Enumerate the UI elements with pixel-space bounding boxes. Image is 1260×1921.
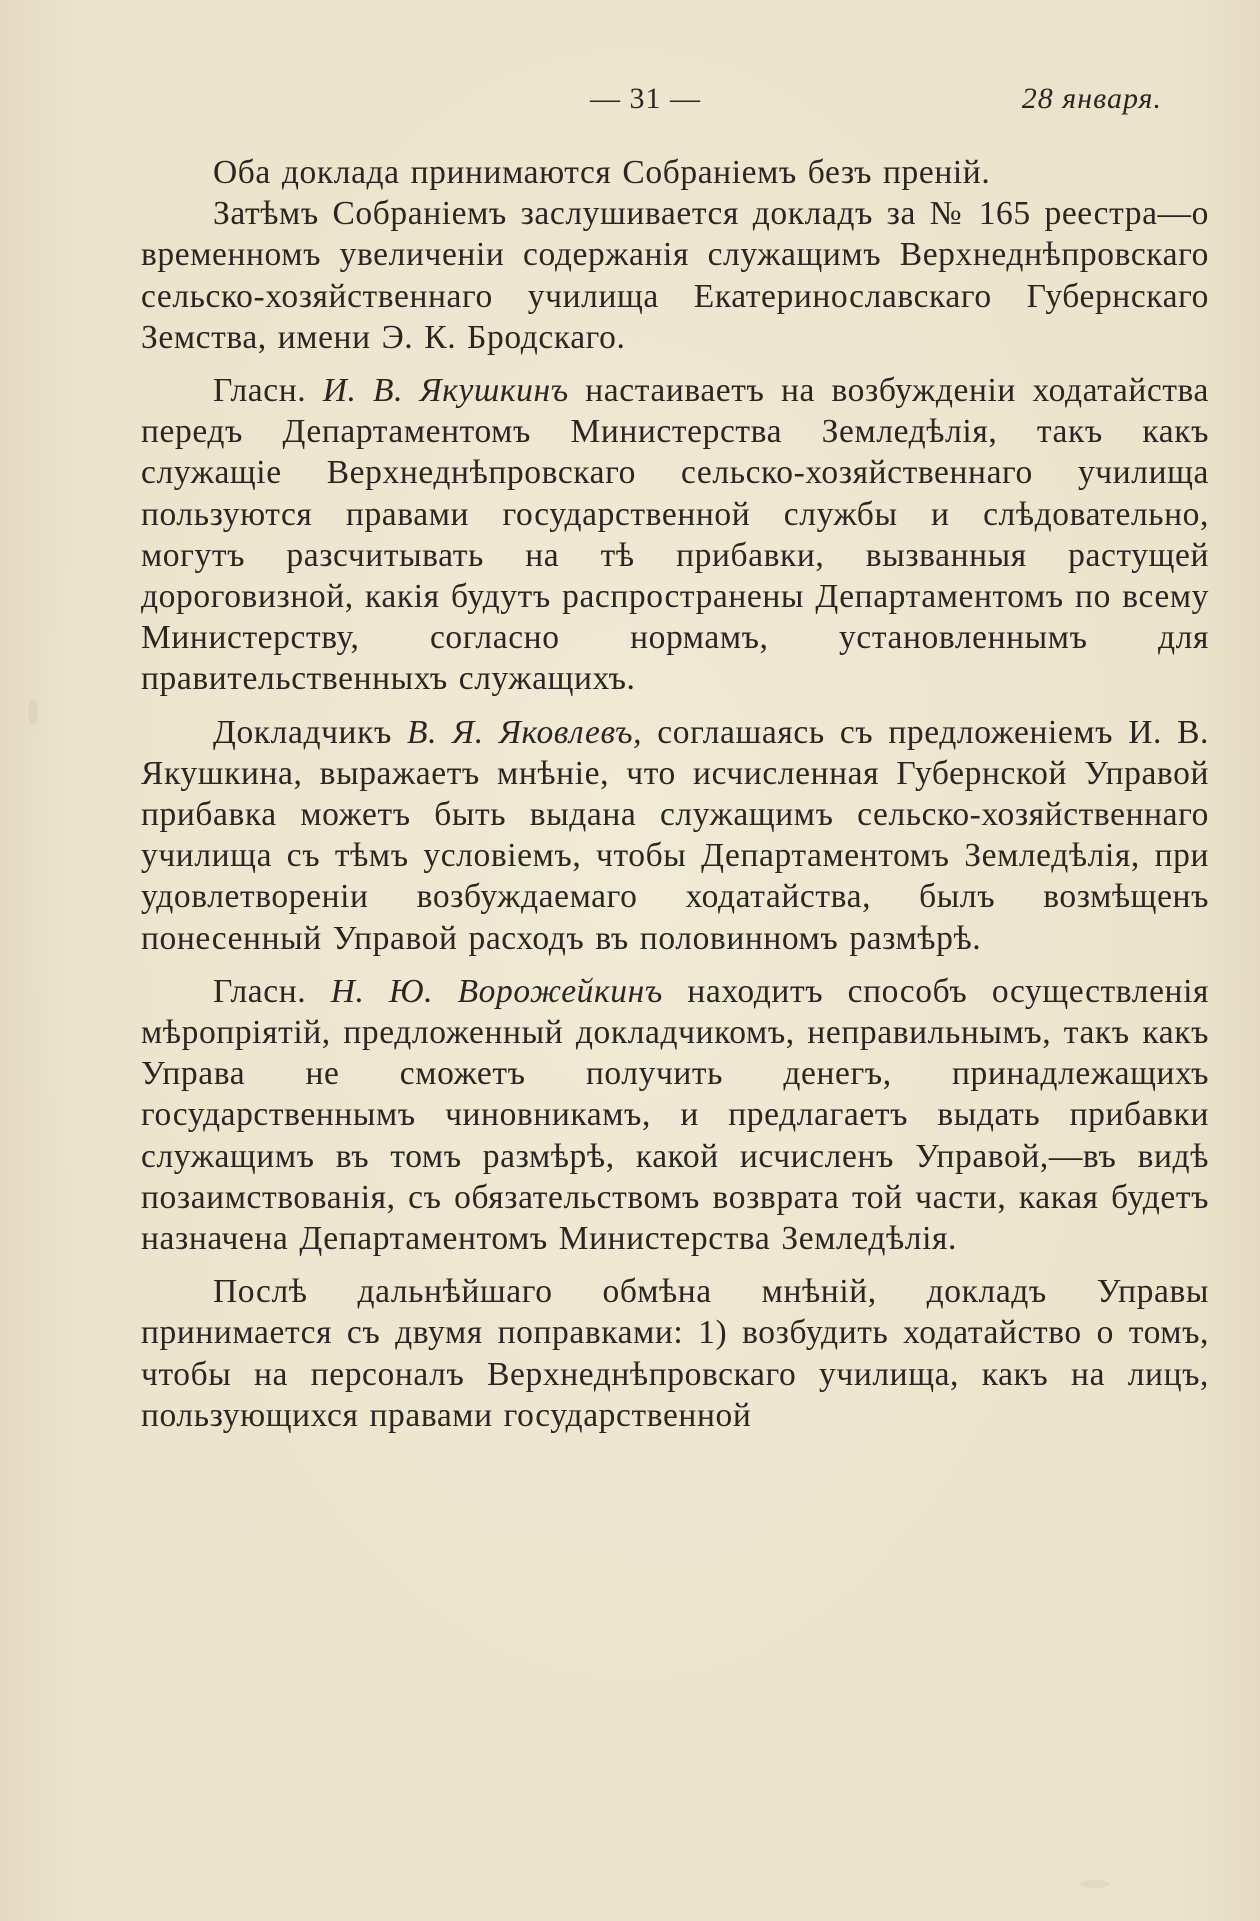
paragraph (141, 193, 1209, 358)
speaker-name: Н. Ю. Ворожейкинъ (330, 972, 663, 1010)
speaker-title: Гласн. (213, 972, 331, 1010)
speaker-name: И. В. Якушкинъ (322, 372, 569, 410)
paragraph (141, 712, 1209, 959)
page-header (0, 82, 1260, 132)
paragraph (141, 370, 1209, 700)
speaker-title: Гласн. (213, 372, 323, 410)
paragraph (141, 152, 1209, 193)
speaker-title: Докладчикъ (213, 713, 407, 751)
paper-stain (28, 700, 38, 724)
paragraph-text: находитъ способъ осуществленія мѣропріятій, предложенный докладчикомъ, неправильнымъ, такъ какъ Управа не сможетъ получить денегъ, принадлежащихъ государственнымъ чиновникамъ, и предлагаетъ выдать прибавки служащимъ въ томъ размѣрѣ, какой исчисленъ Управой,—въ видѣ позаимствованія, съ обязательствомъ возврата той части, какая будетъ назначена Департаментомъ Министерства Земледѣлія. (141, 972, 1209, 1258)
paragraph-text: соглашаясь съ предложеніемъ И. В. Якушкина, выражаетъ мнѣніе, что исчисленная Губернской Управой прибавка можетъ быть выдана служащимъ сельско-хозяйственнаго училища съ тѣмъ условіемъ, чтобы Департаментомъ Земледѣлія, при удовлетвореніи возбуждаемаго ходатайства, былъ возмѣщенъ понесенный Управой расходъ въ половинномъ размѣрѣ. (141, 713, 1210, 957)
paragraph (141, 971, 1209, 1259)
running-head-date: 28 января. (1021, 82, 1162, 115)
speaker-name: В. Я. Яковлевъ, (407, 713, 643, 751)
text-body (141, 152, 1209, 1436)
page-number: — 31 — (590, 82, 701, 115)
paper-stain (1080, 1880, 1110, 1888)
paragraph-text: Послѣ дальнѣйшаго обмѣна мнѣній, докладъ Управы принимается съ двумя поправками: 1) возбудить ходатайство о томъ, чтобы на персоналъ Верхнеднѣпровскаго училища, какъ на лицъ, пользующихся правами государственной (141, 1273, 1209, 1434)
paragraph-text: Затѣмъ Собраніемъ заслушивается докладъ за № 165 реестра—о временномъ увеличеніи содержанія служащимъ Верхнеднѣпровскаго сельско-хозяйственнаго училища Екатеринославскаго Губернскаго Земства, имени Э. К. Бродскаго. (141, 195, 1209, 356)
paragraph-text: настаиваетъ на возбужденіи ходатайства передъ Департаментомъ Министерства Земледѣлія, такъ какъ служащіе Верхнеднѣпровскаго сельско-хозяйственнаго училища пользуются правами государственной службы и слѣдовательно, могутъ разсчитывать на тѣ прибавки, вызванныя растущей дороговизной, какія будутъ распространены Департаментомъ по всему Министерству, согласно нормамъ, установленнымъ для правительственныхъ служащихъ. (141, 372, 1210, 698)
paragraph (141, 1271, 1209, 1436)
paragraph-text: Оба доклада принимаются Собраніемъ безъ преній. (213, 154, 991, 191)
